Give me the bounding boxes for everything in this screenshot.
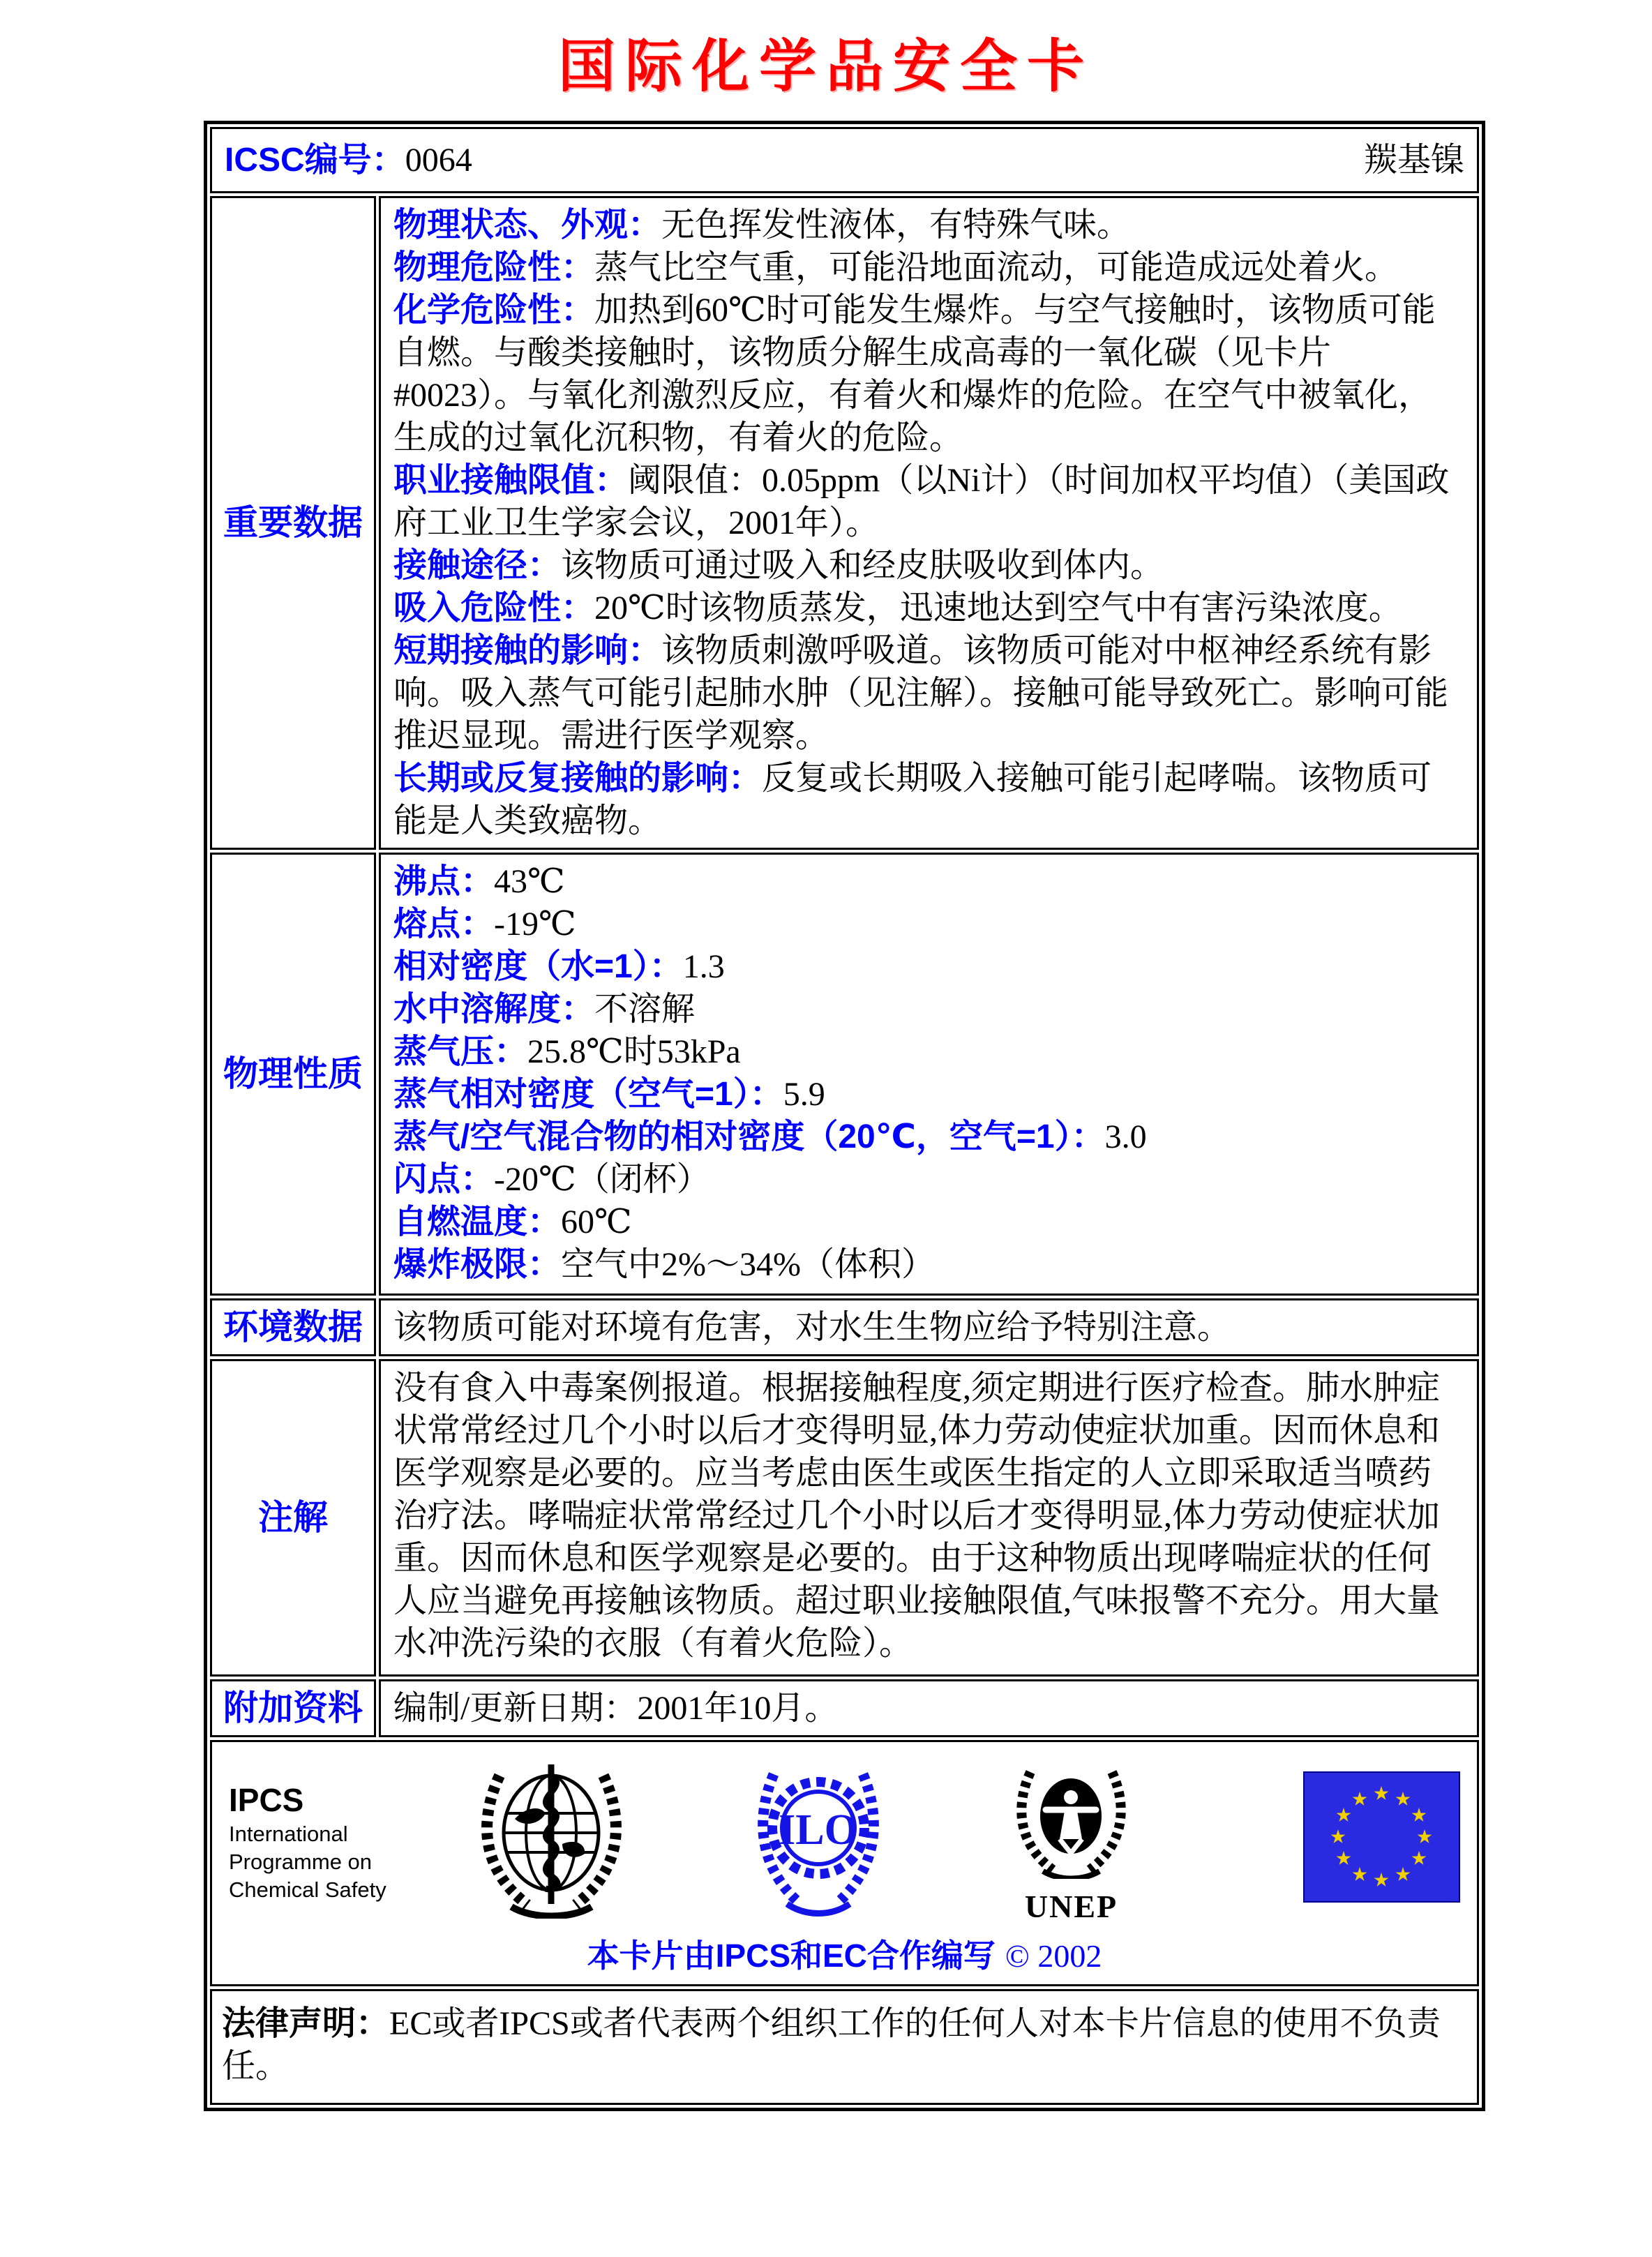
footer-cell [210,1740,1479,1986]
property-line [393,903,1464,945]
section-label-important-data: 重要数据 [210,196,376,850]
field-row [393,289,1464,459]
icsc-number-label: ICSC编号： [225,142,405,179]
unep-word: UNEP [1024,1888,1118,1924]
copyright: © 2002 [1005,1938,1102,1974]
field-label: 物理状态、外观： [393,207,662,243]
field-value: 20℃时该物质蒸发，迅速地达到空气中有害污染浓度。 [594,590,1402,627]
section-label-physical-properties: 物理性质 [210,853,376,1296]
property-line [393,1073,1464,1116]
field-value: 空气中2%～34%（体积） [561,1246,935,1283]
field-value: 没有食入中毒案例报道。根据接触程度,须定期进行医疗检查。肺水肿症状常常经过几个小时以后才变得明显,体力劳动使症状加重。因而休息和医学观察是必要的。应当考虑由医生或医生指定的人立即采取适当喷药治疗法。哮喘症状常常经过几个小时以后才变得明显,体力劳动使症状加重。因而休息和医学观察是必要的。由于这种物质出现哮喘症状的任何人应当避免再接触该物质。超过职业接触限值,气味报警不充分。用大量水冲洗污染的衣服（有着火危险）。 [393,1370,1441,1662]
field-value: 43℃ [494,863,565,900]
field-label: 熔点： [393,906,495,943]
field-label: 水中溶解度： [393,991,595,1028]
property-line [393,860,1464,903]
field-value: 该物质可能对环境有危害，对水生生物应给予特别注意。 [393,1309,1231,1346]
field-label: 化学危险性： [393,292,595,329]
ipcs-name: IPCS [229,1782,304,1818]
legal-row [210,1989,1479,2105]
section-label-additional-info: 附加资料 [210,1679,376,1737]
field-value: 反复或长期吸入接触可能引起哮喘。该物质可能是人类致癌物。 [393,760,1432,839]
field-label: 蒸气压： [393,1033,528,1070]
page-title: 国际化学品安全卡 [557,35,1094,98]
physical-properties-content [379,853,1479,1296]
field-value: 蒸气比空气重，可能沿地面流动，可能造成远处着火。 [594,249,1399,286]
important-data-content [379,196,1479,850]
field-value: 加热到60℃时可能发生爆炸。与空气接触时，该物质可能自燃。与酸类接触时，该物质分解生成高毒的一氧化碳（见卡片#0023）。与氧化剂激烈反应，有着火和爆炸的危险。在空气中被氧化，生成的过氧化沉积物，有着火的危险。 [393,292,1436,456]
property-line [393,988,1464,1030]
physical-properties-row [210,853,1479,1296]
section-label-notes: 注解 [210,1359,376,1677]
field-row [393,246,1464,289]
legal-text: EC或者IPCS或者代表两个组织工作的任何人对本卡片信息的使用不负责任。 [222,2005,1441,2085]
property-line [393,1158,1464,1201]
property-line [393,1116,1464,1158]
field-value: -19℃ [494,906,576,943]
field-row [393,459,1464,544]
ipcs-line: International [229,1822,348,1846]
important-data-row [210,196,1479,850]
chemical-name: 羰基镍 [1363,142,1464,179]
field-value: 阈限值：0.05ppm（以Ni计）（时间加权平均值）（美国政府工业卫生学家会议，2001年）。 [393,462,1450,541]
ipcs-block [229,1780,417,1904]
field-row [393,629,1464,757]
field-label: 相对密度（水=1）： [393,948,683,985]
additional-info-row [210,1679,1479,1737]
field-value: 5.9 [783,1076,825,1113]
card-header-row [210,127,1479,193]
logo-row [229,1755,1460,1929]
icsc-card-table [204,121,1485,2111]
eu-flag-icon [1303,1771,1460,1913]
field-label: 自燃温度： [393,1204,562,1240]
environmental-data-row [210,1298,1479,1356]
ipcs-line: Programme on [229,1850,373,1874]
who-logo-icon [473,1755,630,1929]
field-label: 长期或反复接触的影响： [393,760,763,797]
field-row [393,544,1464,587]
property-line [393,1243,1464,1286]
field-label: 吸入危险性： [393,590,595,627]
field-value: 该物质刺激呼吸道。该物质可能对中枢神经系统有影响。吸入蒸气可能引起肺水肿（见注解）。接触可能导致死亡。影响可能推迟显现。需进行医学观察。 [393,632,1449,754]
icsc-number-group [225,139,472,181]
field-label: 闪点： [393,1161,495,1198]
field-value: -20℃（闭杯） [494,1161,710,1198]
field-value: 编制/更新日期：2001年10月。 [393,1690,839,1727]
field-label: 短期接触的影响： [393,632,662,669]
ilo-letters: ILO [779,1806,858,1854]
field-value: 25.8℃时53kPa [527,1033,741,1070]
field-label: 职业接触限值： [393,462,629,499]
field-value: 60℃ [561,1204,632,1240]
unep-logo-icon [1014,1757,1129,1928]
legal-cell [210,1989,1479,2105]
property-line [393,1030,1464,1073]
field-value: 无色挥发性液体，有特殊气味。 [661,207,1131,243]
field-row [393,757,1464,842]
footer-caption [229,1935,1460,1977]
notes-row [210,1359,1479,1677]
property-line [393,1201,1464,1243]
additional-info-content [379,1679,1479,1737]
field-label: 沸点： [393,863,495,900]
footer-row [210,1740,1479,1986]
legal-label: 法律声明： [222,2005,390,2042]
notes-content [379,1359,1479,1677]
field-value: 该物质可通过吸入和经皮肤吸收到体内。 [561,547,1164,584]
field-value: 3.0 [1104,1118,1147,1155]
field-label: 蒸气/空气混合物的相对密度（20℃，空气=1）： [393,1118,1105,1155]
field-row [393,587,1464,629]
field-row [393,204,1464,246]
field-label: 物理危险性： [393,249,595,286]
field-label: 接触途径： [393,547,562,584]
icsc-number-value: 0064 [405,142,472,179]
field-value: 不溶解 [594,991,696,1028]
card-header-cell [210,127,1479,193]
ilo-logo-icon [756,1755,881,1929]
ipcs-line: Chemical Safety [229,1877,386,1902]
field-value: 1.3 [682,948,725,985]
field-label: 蒸气相对密度（空气=1）： [393,1076,783,1113]
field-label: 爆炸极限： [393,1246,562,1283]
property-line [393,945,1464,988]
caption-text: 本卡片由IPCS和EC合作编写 [587,1937,996,1974]
section-label-environmental-data: 环境数据 [210,1298,376,1356]
environmental-data-content [379,1298,1479,1356]
